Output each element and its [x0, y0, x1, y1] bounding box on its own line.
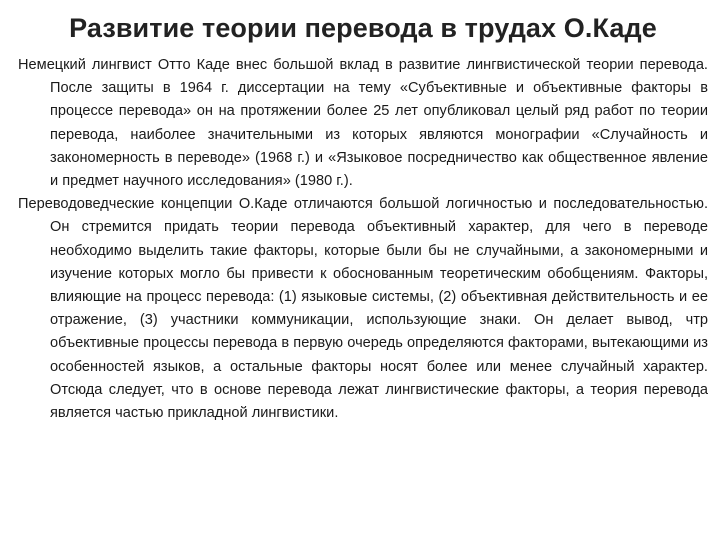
slide-title: Развитие теории перевода в трудах О.Каде	[69, 13, 657, 43]
paragraph-kade-contribution: Немецкий лингвист Отто Каде внес большой вклад в развитие лингвистической теории перевода. После защиты в 1964 г. диссертации на тему «Субъективные и объективные факторы в процессе перевода» он на протяжении более 25 лет опубликовал целый ряд работ по теории перевода, наиболее значительными из которых являются монографии «Случайность и закономерность в переводе» (1968 г.) и «Языковое посредничество как общественное явление и предмет научного исследования» (1980 г.).	[18, 57, 708, 190]
slide-body	[18, 54, 708, 425]
paragraph-kade-concepts: Переводоведческие концепции О.Каде отличаются большой логичностью и последовательностью. Он стремится придать теории перевода объективный характер, для чего в переводе необходимо выделить такие факторы, которые были бы не случайными, а закономерными и изучение которых могло бы привести к обоснованным теоретическим обобщениям. Факторы, влияющие на процесс перевода: (1) языковые системы, (2) объективная действительность и ее отражение, (3) участники коммуникации, использующие знаки. Он делает вывод, чтр объективные процессы перевода в первую очередь определяются факторами, вытекающими из особенностей языков, а остальные факторы носят более или менее случайный характер. Отсюда следует, что в основе перевода лежат лингвистические факторы, а теория перевода является частью прикладной лингвистики.	[18, 196, 708, 422]
